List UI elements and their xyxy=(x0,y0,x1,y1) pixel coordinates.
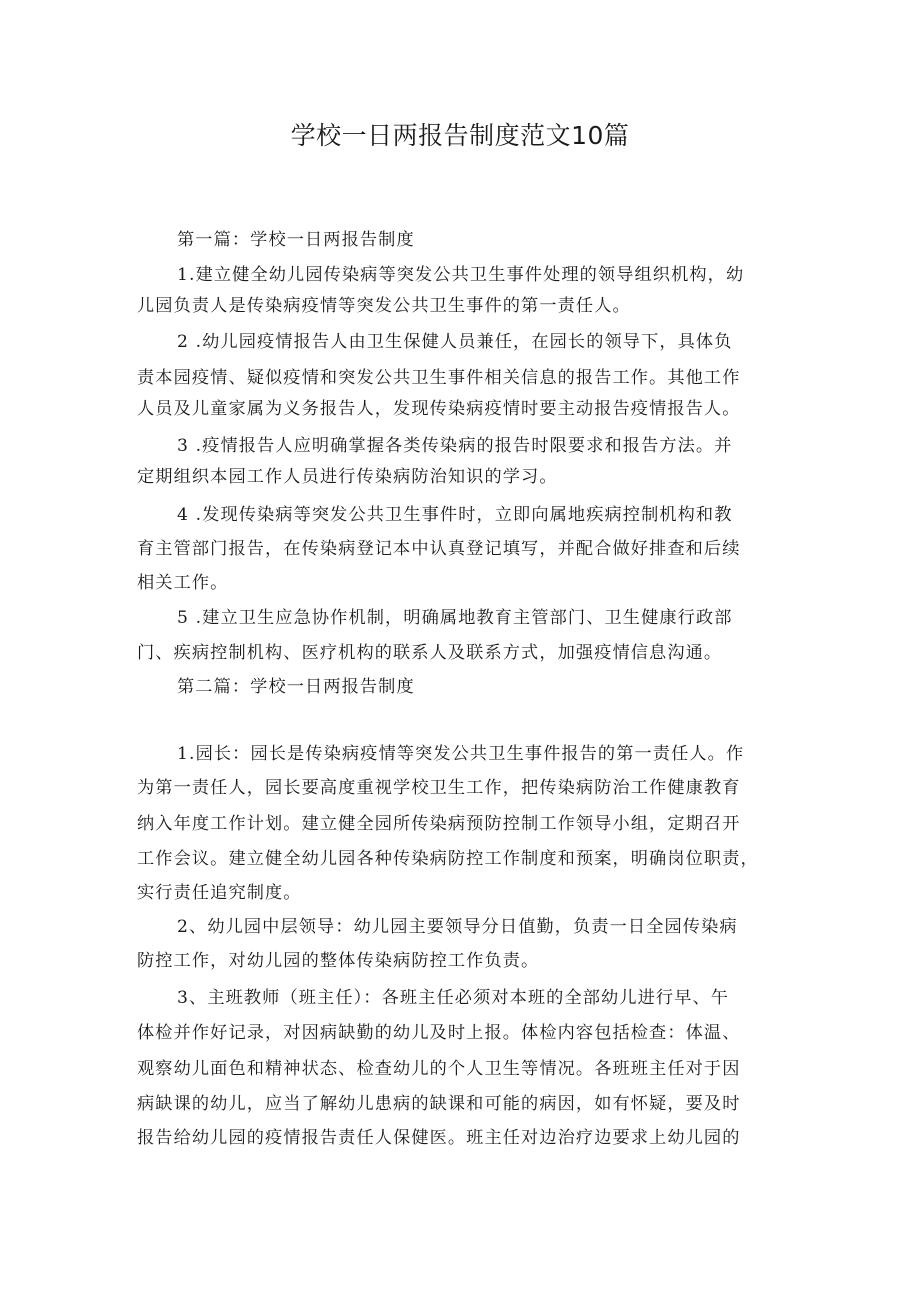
paragraph-line: 3 .疫情报告人应明确掌握各类传染病的报告时限要求和报告方法。并 xyxy=(177,436,733,456)
paragraph-line: 防控工作，对幼儿园的整体传染病防控工作负责。 xyxy=(137,951,540,971)
paragraph-line: 1.建立健全幼儿园传染病等突发公共卫生事件处理的领导组织机构，幼 xyxy=(177,265,745,285)
paragraph-line: 2 .幼儿园疫情报告人由卫生保健人员兼任，在园长的领导下，具体负 xyxy=(177,332,733,352)
paragraph-line: 纳入年度工作计划。建立健全园所传染病预防控制工作领导小组，定期召开 xyxy=(137,814,741,834)
paragraph-line: 2、幼儿园中层领导：幼儿园主要领导分日值勤，负责一日全园传染病 xyxy=(177,917,738,937)
paragraph-line: 5 .建立卫生应急协作机制，明确属地教育主管部门、卫生健康行政部 xyxy=(177,608,733,628)
paragraph-line: 工作会议。建立健全幼儿园各种传染病防控工作制度和预案，明确岗位职责， xyxy=(137,849,759,869)
paragraph-line: 3、主班教师（班主任）：各班主任必须对本班的全部幼儿进行早、午 xyxy=(177,988,730,1008)
paragraph-line: 病缺课的幼儿，应当了解幼儿患病的缺课和可能的病因，如有怀疑，要及时 xyxy=(137,1094,741,1114)
paragraph-line: 1.园长：园长是传染病疫情等突发公共卫生事件报告的第一责任人。作 xyxy=(177,744,745,764)
section-heading-1: 第一篇：学校一日两报告制度 xyxy=(177,230,415,250)
paragraph-line: 定期组织本园工作人员进行传染病防治知识的学习。 xyxy=(137,467,558,487)
paragraph-line: 育主管部门报告，在传染病登记本中认真登记填写，并配合做好排查和后续 xyxy=(137,539,741,559)
document-title: 学校一日两报告制度范文10篇 xyxy=(290,121,630,150)
paragraph-line: 相关工作。 xyxy=(137,573,229,593)
paragraph-line: 为第一责任人，园长要高度重视学校卫生工作，把传染病防治工作健康教育 xyxy=(137,778,741,798)
section-heading-2: 第二篇：学校一日两报告制度 xyxy=(177,677,415,697)
paragraph-line: 儿园负责人是传染病疫情等突发公共卫生事件的第一责任人。 xyxy=(137,296,631,316)
paragraph-line: 门、疾病控制机构、医疗机构的联系人及联系方式，加强疫情信息沟通。 xyxy=(137,643,723,663)
paragraph-line: 观察幼儿面色和精神状态、检查幼儿的个人卫生等情况。各班班主任对于因 xyxy=(137,1059,741,1079)
paragraph-line: 责本园疫情、疑似疫情和突发公共卫生事件相关信息的报告工作。其他工作 xyxy=(137,368,741,388)
paragraph-line: 人员及儿童家属为义务报告人，发现传染病疫情时要主动报告疫情报告人。 xyxy=(137,399,741,419)
paragraph-line: 报告给幼儿园的疫情报告责任人保健医。班主任对边治疗边要求上幼儿园的 xyxy=(137,1128,741,1148)
paragraph-line: 4 .发现传染病等突发公共卫生事件时，立即向属地疾病控制机构和教 xyxy=(177,505,733,525)
paragraph-line: 实行责任追究制度。 xyxy=(137,883,302,903)
paragraph-line: 体检并作好记录，对因病缺勤的幼儿及时上报。体检内容包括检查：体温、 xyxy=(137,1023,741,1043)
